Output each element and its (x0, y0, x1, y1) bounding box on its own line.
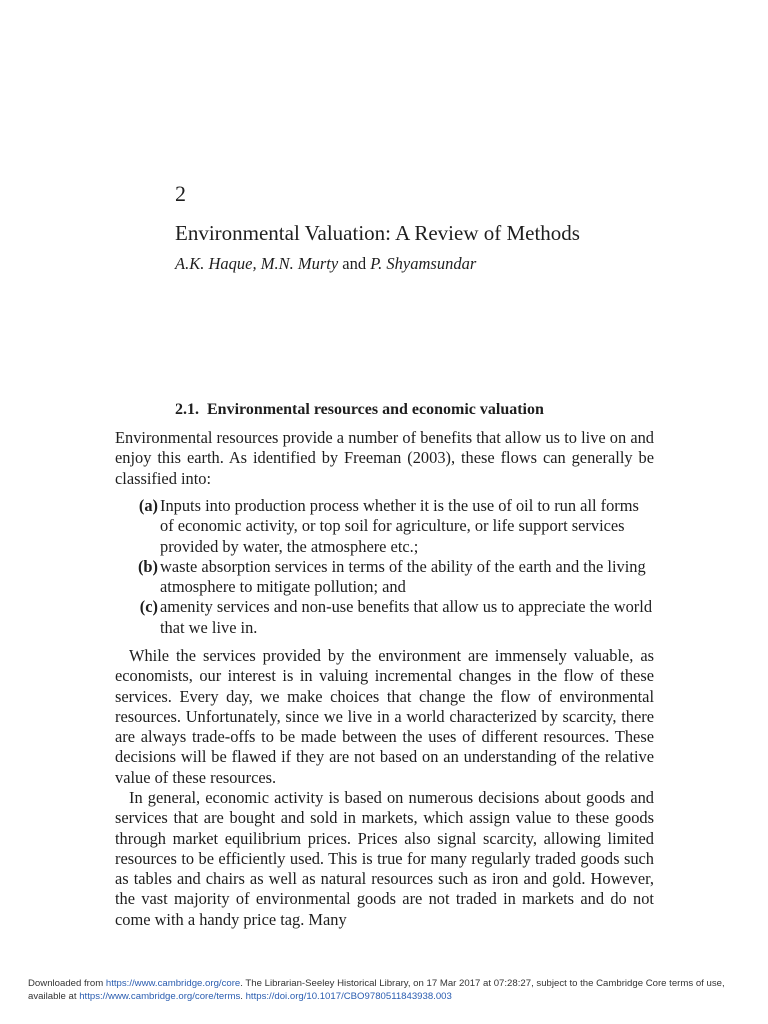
section-heading (175, 399, 544, 421)
author-conjunction: and (342, 254, 367, 273)
paragraph-markets: In general, economic activity is based on numerous decisions about goods and services that are bought and sold in markets, which assign value to these goods through market equilibrium prices. Prices also signal scarcity, allowing limited resources to be efficiently used. This is true for many regularly traded goods such as tables and chairs as well as natural resources such as iron and gold. However, the vast majority of environmental goods are not traded in markets and do not come with a handy price tag. Many (115, 788, 654, 929)
doi-link[interactable]: https://doi.org/10.1017/CBO9780511843938.003 (245, 991, 452, 1002)
core-link[interactable]: https://www.cambridge.org/core (105, 978, 241, 989)
footer-access-text: . The Librarian-Seeley Historical Library, on 17 Mar 2017 at 07:28:27, subject to the Cambridge Core terms of use, available at (28, 978, 725, 1002)
chapter-number: 2 (175, 181, 186, 206)
list-item-text: waste absorption services in terms of the ability of the earth and the living atmosphere to mitigate pollution; and (160, 556, 646, 597)
list-item (115, 557, 654, 598)
list-item-label: (c) (139, 597, 158, 617)
section-title: Environmental resources and economic valuation (207, 401, 544, 418)
download-footer (28, 977, 740, 1003)
author-names: A.K. Haque, M.N. Murty (175, 254, 339, 273)
chapter-authors (175, 252, 476, 276)
list-item (115, 496, 654, 557)
terms-link[interactable]: https://www.cambridge.org/core/terms (79, 991, 241, 1002)
benefit-list (115, 496, 654, 638)
paragraph-services: While the services provided by the environment are immensely valuable, as economists, our interest is in valuing incremental changes in the flow of these services. Every day, we make choices that change the flow of environmental resources. Unfortunately, since we live in a world characterized by scarcity, there are always trade-offs to be made between the uses of different resources. These decisions will be flawed if they are not based on an understanding of the relative value of these resources. (115, 646, 654, 787)
list-item (115, 597, 654, 638)
author-name-last: P. Shyamsundar (370, 254, 477, 273)
section-number: 2.1. (175, 401, 199, 418)
footer-separator: . (240, 991, 243, 1002)
list-item-text: Inputs into production process whether it is the use of oil to run all forms of economic activity, or top soil for agriculture, or life support services provided by water, the atmosphere etc.; (160, 496, 639, 556)
list-item-label: (b) (137, 556, 158, 576)
paragraph-intro: Environmental resources provide a number of benefits that allow us to live on and enjoy this earth. As identified by Freeman (2003), these flows can generally be classified into: (115, 428, 654, 488)
list-item-label: (a) (138, 496, 158, 515)
chapter-title: Environmental Valuation: A Review of Methods (175, 221, 580, 245)
list-item-text: amenity services and non-use benefits that allow us to appreciate the world that we live in. (160, 597, 653, 637)
footer-downloaded-label: Downloaded from (28, 978, 104, 989)
